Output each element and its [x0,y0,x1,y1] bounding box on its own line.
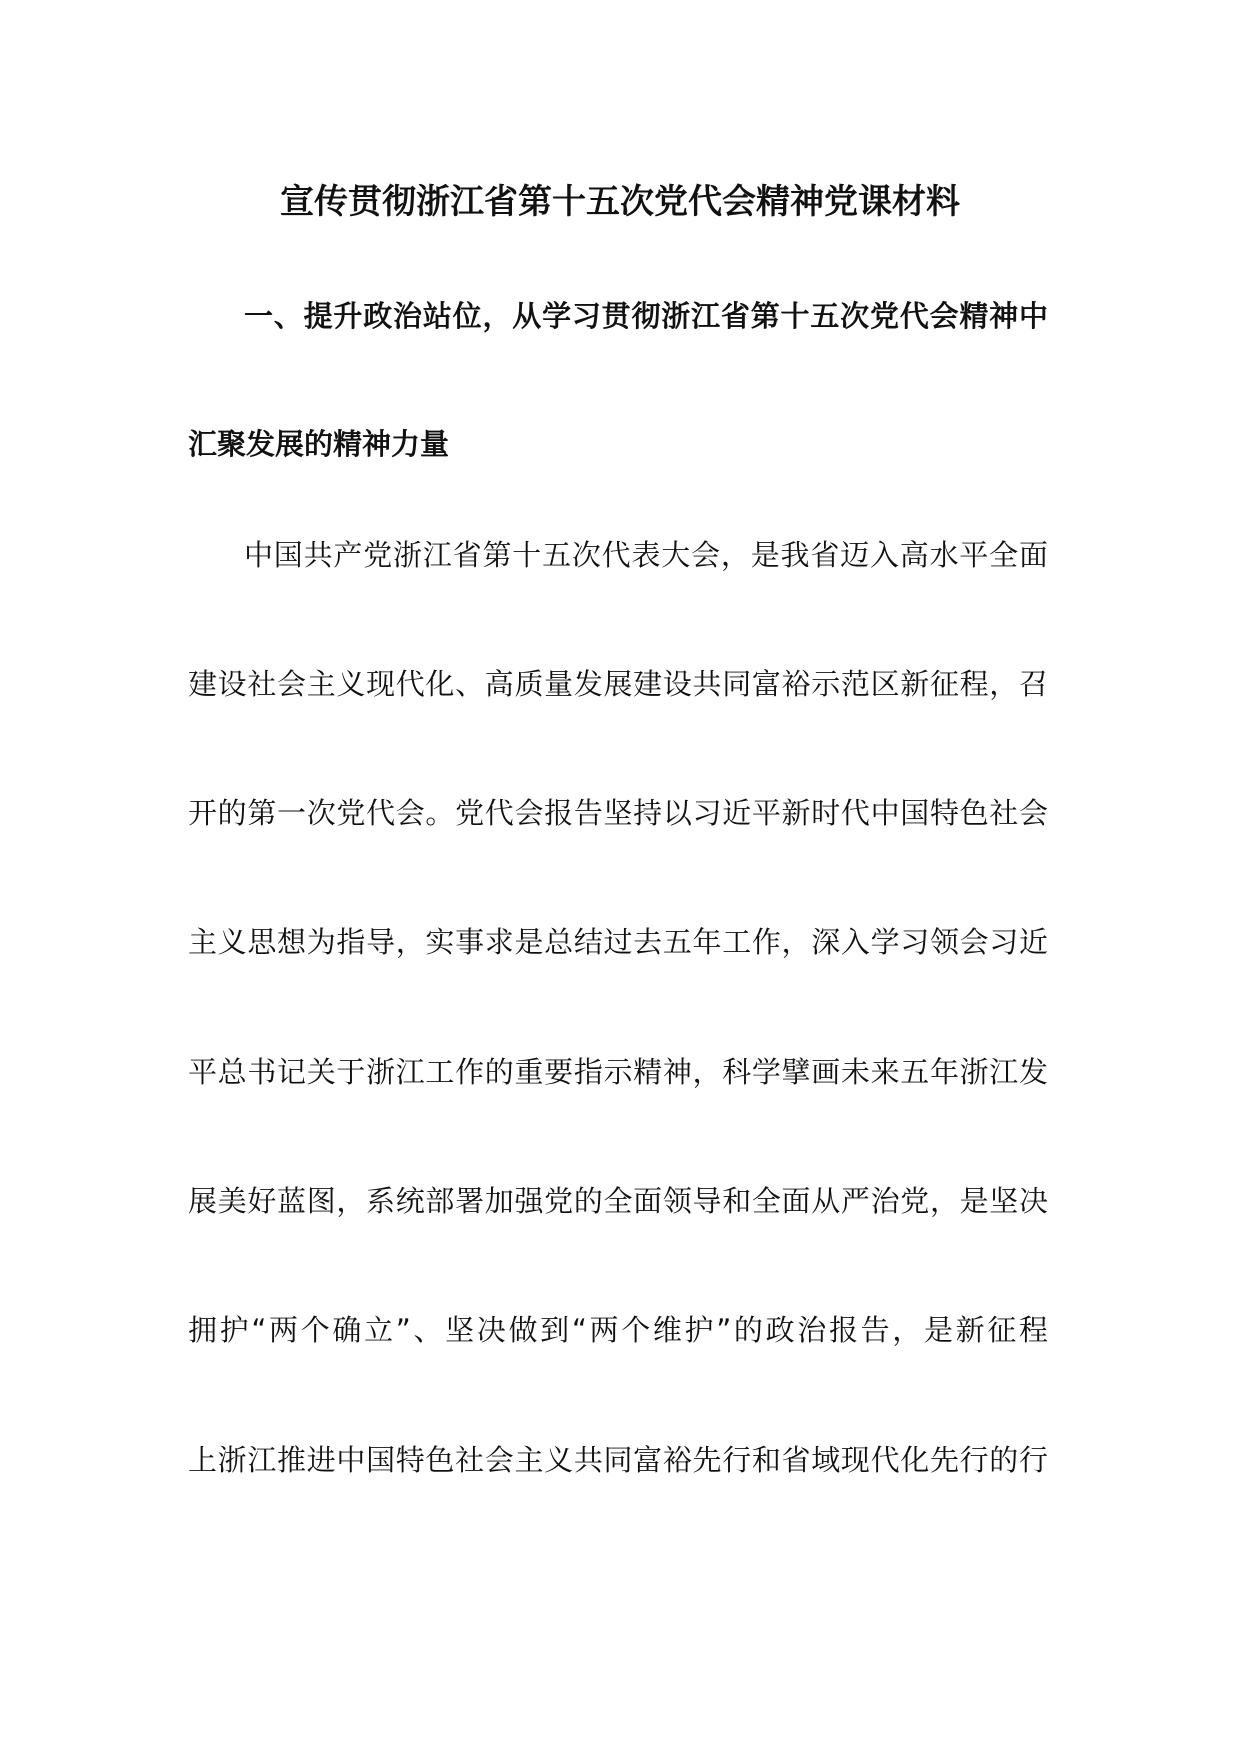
paragraph-line-8: 上浙江推进中国特色社会主义共同富裕先行和省域现代化先行的行 [188,1443,1048,1477]
paragraph-line-1: 中国共产党浙江省第十五次代表大会，是我省迈入高水平全面 [244,538,1048,572]
paragraph-line-3: 开的第一次党代会。党代会报告坚持以习近平新时代中国特色社会 [188,796,1048,830]
document-title: 宣传贯彻浙江省第十五次党代会精神党课材料 [280,182,960,222]
paragraph-line-6: 展美好蓝图，系统部署加强党的全面领导和全面从严治党，是坚决 [188,1184,1048,1218]
paragraph-line-2: 建设社会主义现代化、高质量发展建设共同富裕示范区新征程，召 [188,667,1048,701]
paragraph-line-5: 平总书记关于浙江工作的重要指示精神，科学擘画未来五年浙江发 [188,1055,1048,1089]
paragraph-line-7: 拥护“两个确立”、坚决做到“两个维护”的政治报告，是新征程 [188,1313,1048,1347]
paragraph-line-4: 主义思想为指导，实事求是总结过去五年工作，深入学习领会习近 [188,925,1048,959]
section-heading-line-2: 汇聚发展的精神力量 [188,427,450,461]
section-heading-line-1: 一、提升政治站位，从学习贯彻浙江省第十五次党代会精神中 [244,299,1048,333]
